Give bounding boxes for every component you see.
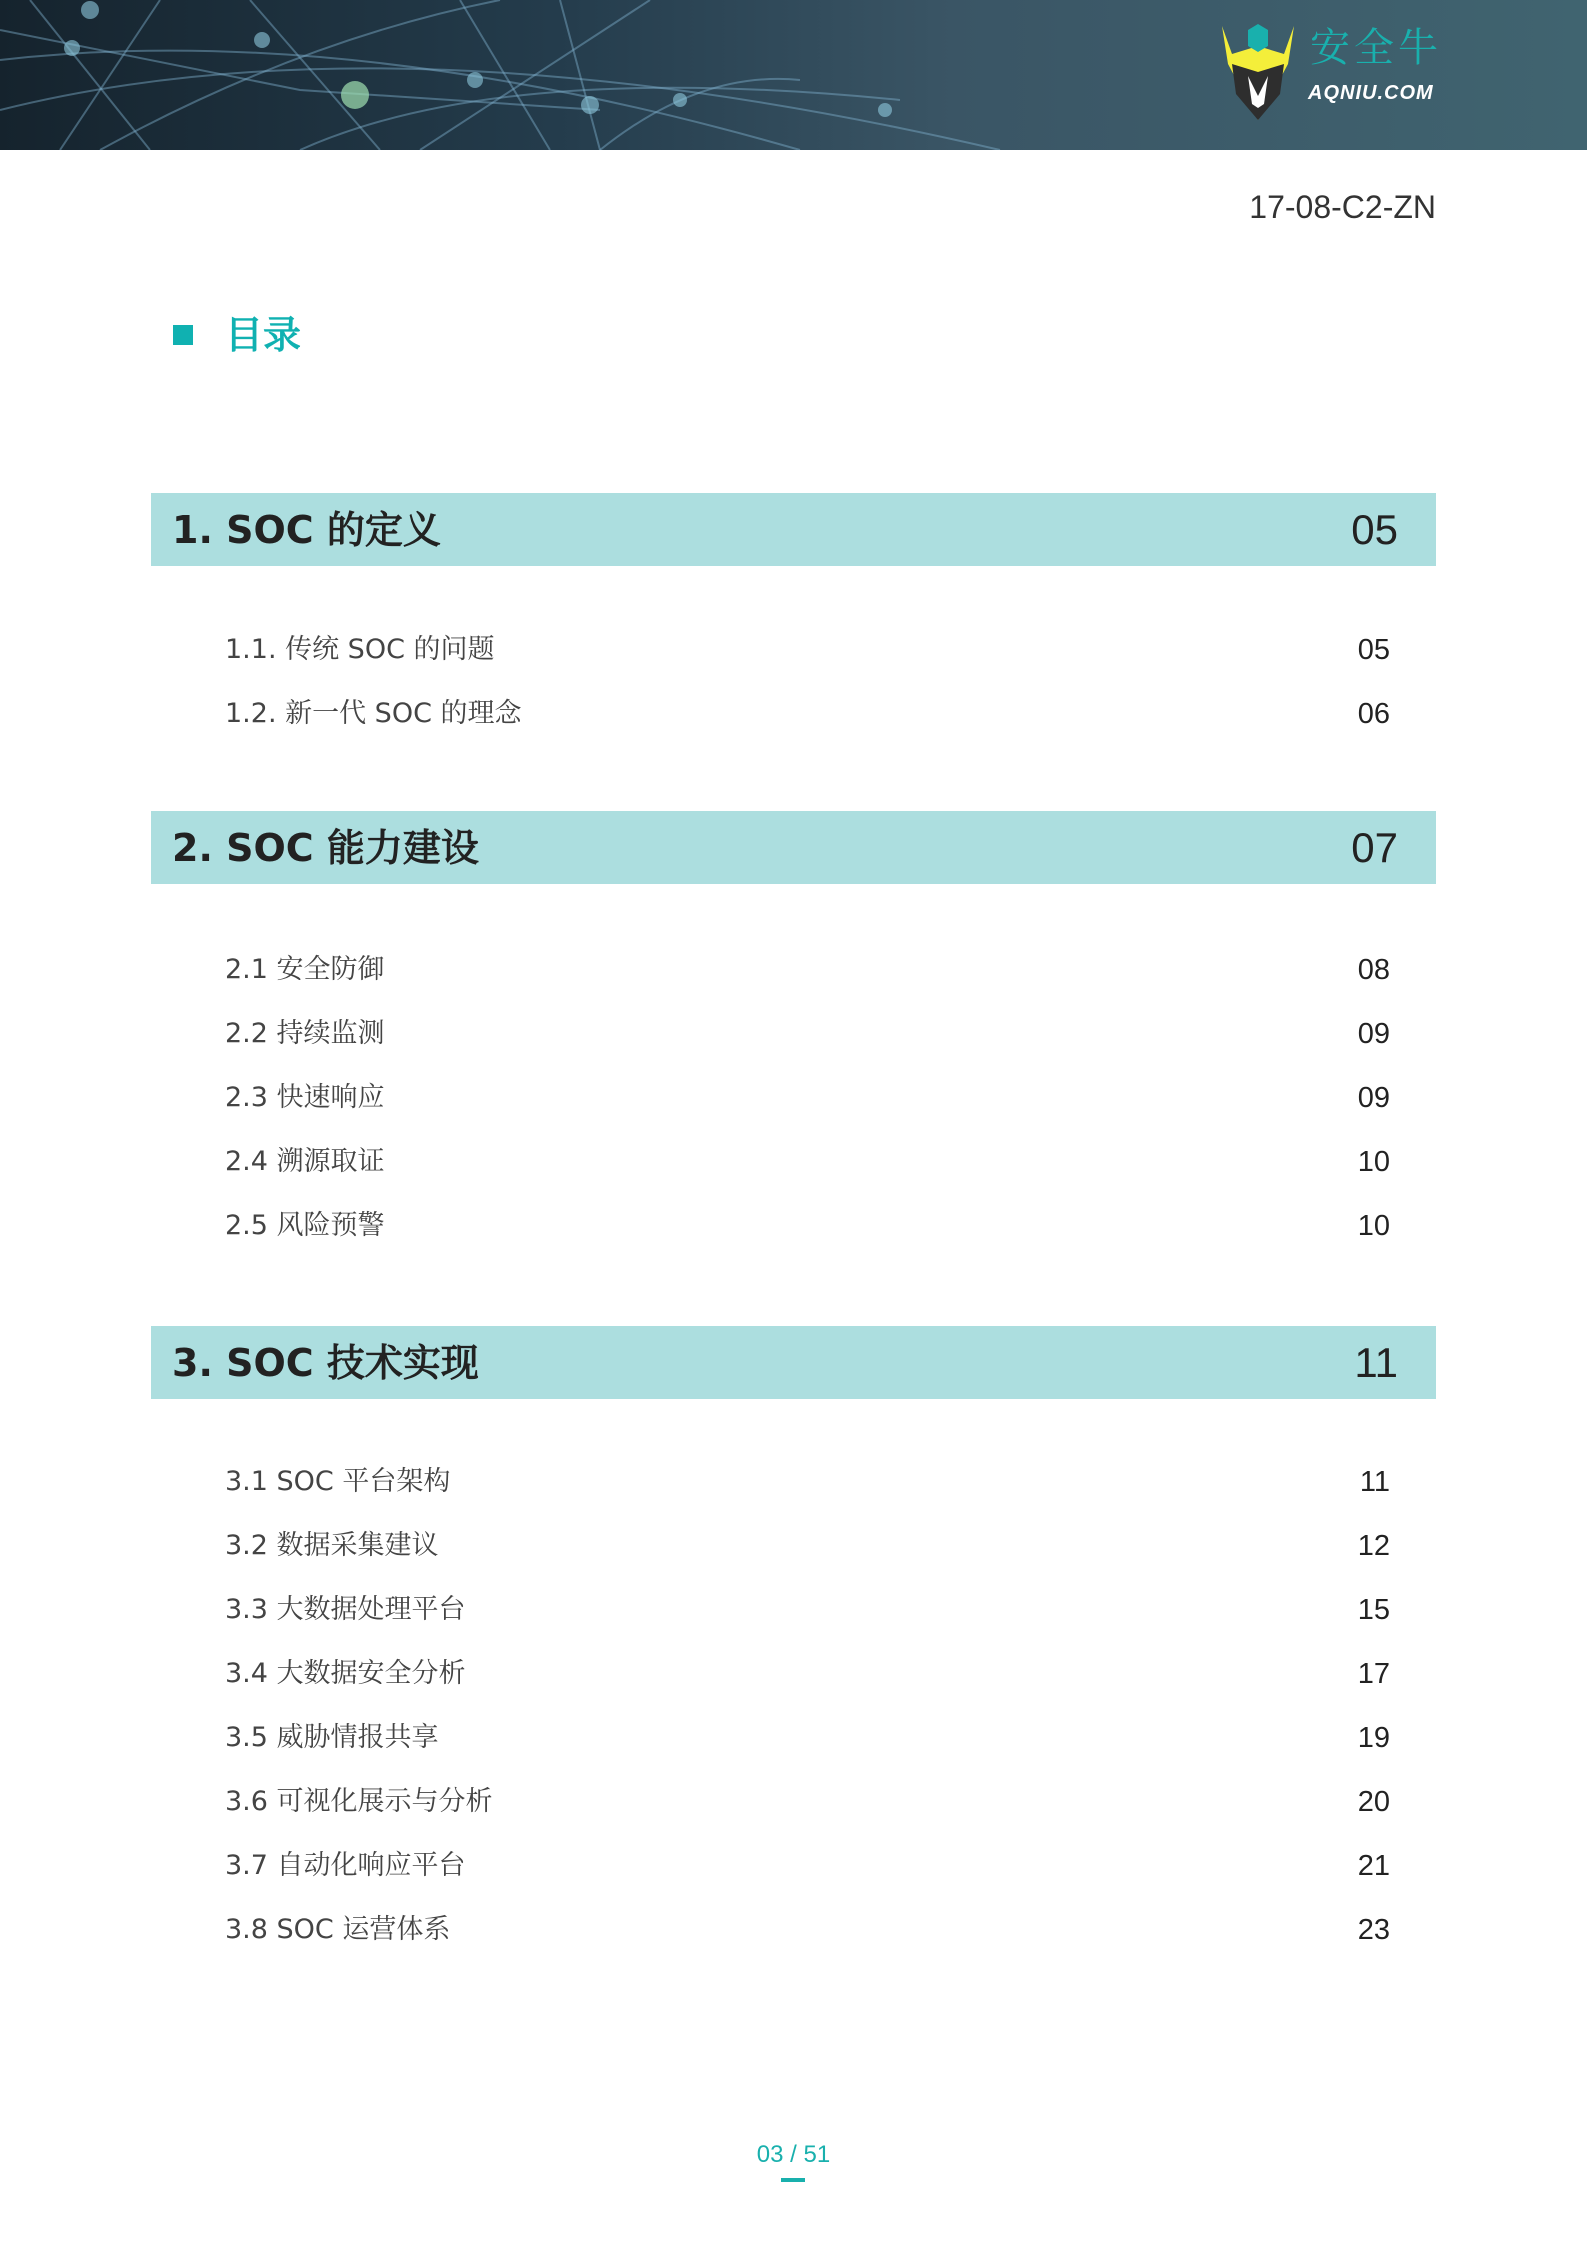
toc-section-3[interactable] <box>151 1326 1436 1399</box>
toc-section-1[interactable] <box>151 493 1436 566</box>
toc-item[interactable] <box>225 1656 1390 1696</box>
toc-title: 目录 <box>225 313 302 357</box>
item-label: 2.5 风险预警 <box>225 1210 385 1241</box>
aqniu-logo <box>1218 24 1458 124</box>
logo-english-text: AQNIU.COM <box>1308 82 1434 104</box>
document-code: 17-08-C2-ZN <box>1249 189 1436 225</box>
item-page: 23 <box>1357 1914 1390 1946</box>
section-label: 2. SOC 能力建设 <box>172 826 479 870</box>
toc-item[interactable] <box>225 1144 1390 1184</box>
logo-chinese-text: 安全牛 <box>1310 25 1442 71</box>
toc-item[interactable] <box>225 1784 1390 1824</box>
toc-item[interactable] <box>225 632 1390 672</box>
item-label: 3.5 威胁情报共享 <box>225 1722 439 1753</box>
item-label: 3.1 SOC 平台架构 <box>225 1466 451 1497</box>
network-globe-graphic <box>0 0 1100 150</box>
section-label: 1. SOC 的定义 <box>172 508 441 552</box>
item-label: 2.2 持续监测 <box>225 1018 385 1049</box>
item-label: 3.7 自动化响应平台 <box>225 1850 466 1881</box>
item-label: 3.3 大数据处理平台 <box>225 1594 466 1625</box>
toc-title-marker-icon <box>173 325 193 345</box>
item-page: 19 <box>1357 1722 1390 1754</box>
item-page: 09 <box>1357 1018 1390 1050</box>
toc-item[interactable] <box>225 1912 1390 1952</box>
item-page: 21 <box>1357 1850 1390 1882</box>
toc-item[interactable] <box>225 1016 1390 1056</box>
toc-item[interactable] <box>225 696 1390 736</box>
toc-item[interactable] <box>225 952 1390 992</box>
toc-item[interactable] <box>225 1208 1390 1248</box>
bull-mascot-icon <box>1218 24 1298 120</box>
item-label: 2.4 溯源取证 <box>225 1146 385 1177</box>
item-page: 10 <box>1357 1210 1390 1242</box>
item-page: 09 <box>1357 1082 1390 1114</box>
toc-item[interactable] <box>225 1848 1390 1888</box>
toc-item[interactable] <box>225 1528 1390 1568</box>
item-label: 1.2. 新一代 SOC 的理念 <box>225 698 522 729</box>
item-label: 3.8 SOC 运营体系 <box>225 1914 451 1945</box>
header-banner <box>0 0 1587 150</box>
item-page: 17 <box>1357 1658 1390 1690</box>
item-page: 20 <box>1357 1786 1390 1818</box>
item-page: 11 <box>1359 1466 1390 1498</box>
section-label: 3. SOC 技术实现 <box>172 1341 479 1385</box>
toc-section-2[interactable] <box>151 811 1436 884</box>
item-page: 06 <box>1357 698 1390 730</box>
page-indicator-underline <box>781 2178 805 2182</box>
section-page: 05 <box>1351 506 1398 553</box>
item-label: 1.1. 传统 SOC 的问题 <box>225 634 495 665</box>
item-page: 08 <box>1357 954 1390 986</box>
item-page: 05 <box>1357 634 1390 666</box>
item-label: 3.4 大数据安全分析 <box>225 1658 466 1689</box>
toc-item[interactable] <box>225 1080 1390 1120</box>
section-page: 07 <box>1351 824 1398 871</box>
item-page: 15 <box>1357 1594 1390 1626</box>
item-label: 3.2 数据采集建议 <box>225 1530 439 1561</box>
item-page: 10 <box>1357 1146 1390 1178</box>
toc-item[interactable] <box>225 1592 1390 1632</box>
item-label: 3.6 可视化展示与分析 <box>225 1786 493 1817</box>
section-page: 11 <box>1354 1339 1398 1386</box>
page-indicator: 03 / 51 <box>756 2141 831 2168</box>
item-label: 2.3 快速响应 <box>225 1082 385 1113</box>
item-label: 2.1 安全防御 <box>225 954 385 985</box>
toc-item[interactable] <box>225 1464 1390 1504</box>
toc-item[interactable] <box>225 1720 1390 1760</box>
item-page: 12 <box>1357 1530 1390 1562</box>
